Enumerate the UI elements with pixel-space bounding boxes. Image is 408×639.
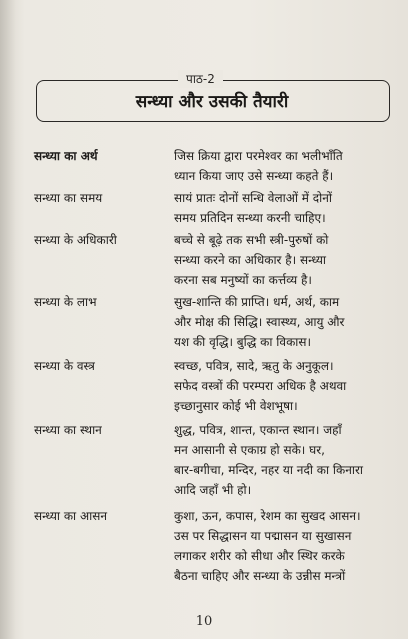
description-line: आदि जहाँ भी हो। bbox=[174, 483, 252, 497]
entry-term: सन्ध्या के लाभ bbox=[34, 295, 97, 309]
description-line: स्वच्छ, पवित्र, सादे, ऋतु के अनुकूल। bbox=[174, 359, 334, 373]
entry-description bbox=[174, 230, 402, 290]
description-line: जिस क्रिया द्वारा परमेश्वर का भलीभाँति bbox=[174, 149, 343, 163]
entry-description bbox=[174, 420, 402, 500]
description-line: सफेद वस्त्रों की परम्परा अधिक है अथवा bbox=[174, 379, 347, 393]
description-line: बैठना चाहिए और सन्ध्या के उन्नीस मन्त्रों bbox=[174, 569, 346, 583]
chapter-label: पाठ-2 bbox=[178, 70, 223, 88]
entry-term: सन्ध्या का आसन bbox=[34, 509, 108, 523]
description-line: सन्ध्या करने का अधिकार है। सन्ध्या bbox=[174, 253, 327, 267]
description-line: शुद्ध, पवित्र, शान्त, एकान्त स्थान। जहाँ bbox=[174, 423, 342, 437]
entry-description bbox=[174, 292, 402, 352]
description-line: उस पर सिद्धासन या पद्मासन या सुखासन bbox=[174, 529, 352, 543]
entry-term: सन्ध्या के अधिकारी bbox=[34, 233, 117, 247]
description-line: ध्यान किया जाए उसे सन्ध्या कहते हैं। bbox=[174, 169, 334, 183]
page-gutter-shadow bbox=[0, 0, 16, 639]
description-line: यश की वृद्धि। बुद्धि का विकास। bbox=[174, 335, 312, 349]
description-line: कुशा, ऊन, कपास, रेशम का सुखद आसन। bbox=[174, 509, 361, 523]
description-line: इच्छानुसार कोई भी वेशभूषा। bbox=[174, 399, 298, 413]
entry-description bbox=[174, 146, 402, 186]
description-line: सुख-शान्ति की प्राप्ति। धर्म, अर्थ, काम bbox=[174, 295, 340, 309]
entry-description bbox=[174, 356, 402, 416]
entry-term: सन्ध्या का स्थान bbox=[34, 423, 102, 437]
entry-term: सन्ध्या का अर्थ bbox=[34, 149, 98, 163]
entry-term: सन्ध्या के वस्त्र bbox=[34, 359, 95, 373]
description-line: सायं प्रातः दोनों सन्धि वेलाओं में दोनों bbox=[174, 191, 333, 205]
description-line: समय प्रतिदिन सन्ध्या करनी चाहिए। bbox=[174, 211, 326, 225]
description-line: करना सब मनुष्यों का कर्त्तव्य है। bbox=[174, 273, 312, 287]
description-line: लगाकर शरीर को सीधा और स्थिर करके bbox=[174, 549, 345, 563]
chapter-title: सन्ध्या और उसकी तैयारी bbox=[135, 92, 289, 112]
page-number: 10 bbox=[195, 614, 213, 629]
description-line: बार-बगीचा, मन्दिर, नहर या नदी का किनारा bbox=[174, 463, 364, 477]
description-line: और मोक्ष की सिद्धि। स्वास्थ्य, आयु और bbox=[174, 315, 345, 329]
entry-term: सन्ध्या का समय bbox=[34, 191, 103, 205]
description-line: मन आसानी से एकाग्र हो सके। घर, bbox=[174, 443, 325, 457]
description-line: बच्चे से बूढ़े तक सभी स्त्री-पुरुषों को bbox=[174, 233, 329, 247]
entry-description bbox=[174, 506, 402, 586]
entry-description bbox=[174, 188, 402, 228]
